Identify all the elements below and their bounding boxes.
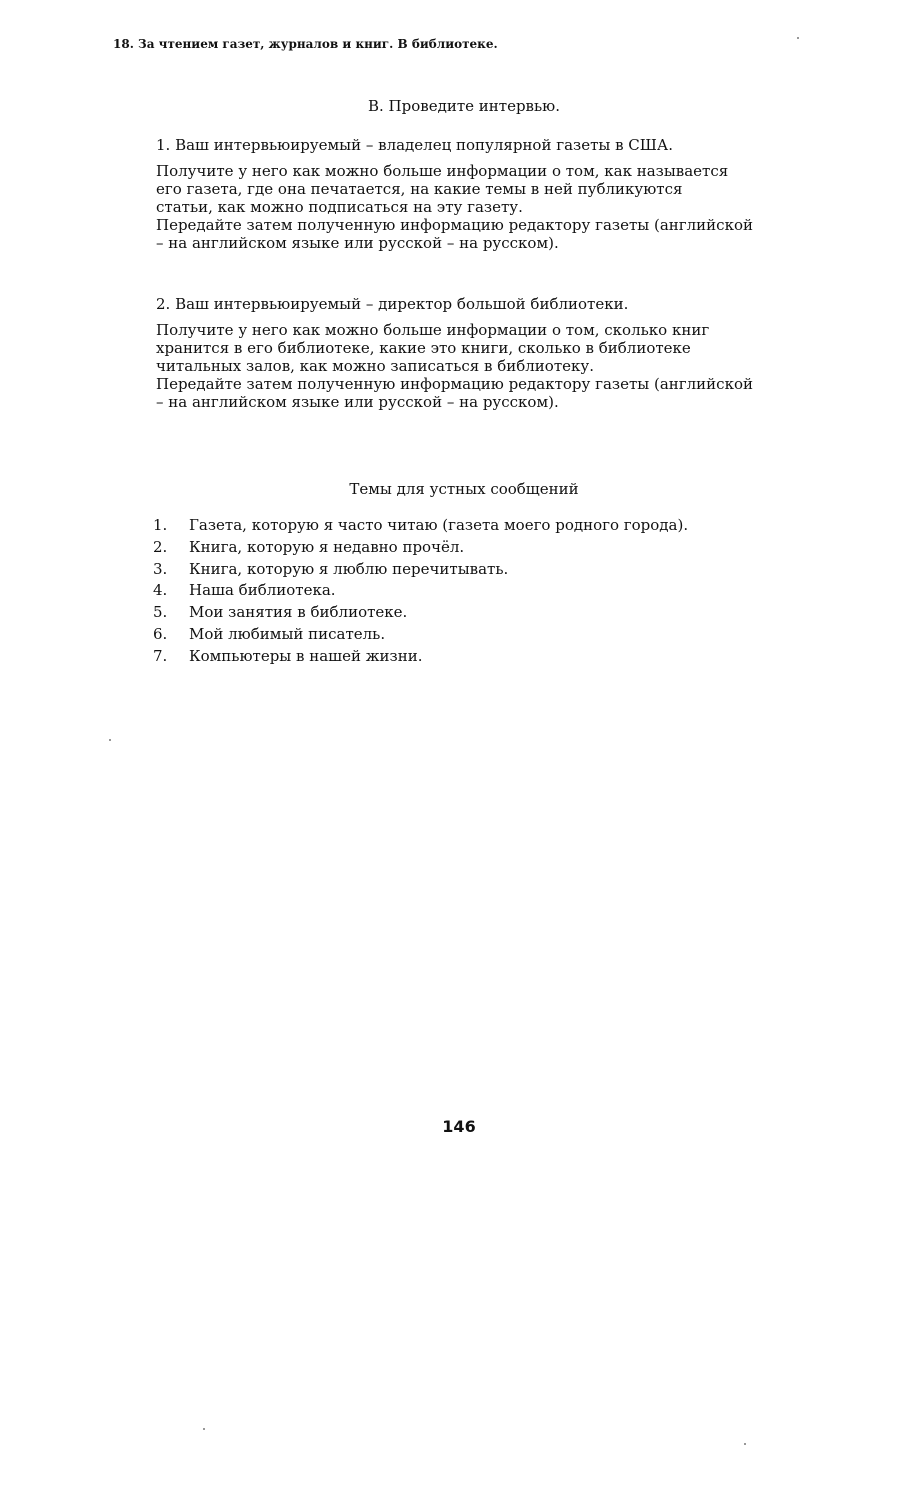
list-item-number: 5. [153, 603, 168, 622]
interview-task-1 [156, 135, 816, 252]
paragraph-line: Получите у него как можно больше информации о том, сколько книг [156, 321, 710, 339]
list-item [153, 580, 793, 602]
topics-title: Темы для устных сообщений [349, 480, 579, 498]
paragraph-line: хранится в его библиотеке, какие это книги, сколько в библиотеке [156, 339, 691, 357]
list-item-text: Мой любимый писатель. [189, 624, 386, 643]
list-item [153, 602, 793, 624]
scan-speck [797, 37, 799, 39]
page-number: 146 [442, 1117, 476, 1136]
list-item-number: 1. [153, 516, 168, 534]
task-1-paragraph-2 [156, 216, 816, 252]
paragraph-line: – на английском языке или русской – на русском). [156, 393, 559, 411]
list-item-text: Книга, которую я люблю перечитывать. [189, 559, 509, 578]
list-item-number: 6. [153, 624, 168, 643]
paragraph-line: Передайте затем полученную информацию редактору газеты (английской [156, 216, 753, 234]
list-item-text: Компьютеры в нашей жизни. [189, 646, 423, 665]
topics-list [153, 515, 793, 668]
scan-speck [109, 739, 111, 741]
list-item [153, 624, 793, 646]
list-item-number: 3. [153, 559, 168, 578]
list-item [153, 559, 793, 581]
scan-speck [203, 1428, 205, 1430]
list-item [153, 537, 793, 559]
list-item [153, 646, 793, 668]
section-b-title: В. Проведите интервью. [368, 97, 560, 115]
paragraph-line: – на английском языке или русской – на русском). [156, 234, 559, 252]
list-item-number: 7. [153, 646, 168, 665]
list-item-number: 2. [153, 537, 168, 556]
task-2-heading: 2. Ваш интервьюируемый – директор большой библиотеки. [156, 295, 629, 313]
scan-speck [744, 1443, 746, 1445]
running-header: 18. За чтением газет, журналов и книг. В библиотеке. [113, 37, 498, 51]
task-2-paragraph-2 [156, 375, 816, 411]
task-1-heading: 1. Ваш интервьюируемый – владелец популярной газеты в США. [156, 136, 674, 154]
paragraph-line: читальных залов, как можно записаться в библиотеку. [156, 357, 594, 375]
paragraph-line: Передайте затем полученную информацию редактору газеты (английской [156, 375, 753, 393]
list-item [153, 515, 793, 537]
interview-task-2 [156, 294, 816, 411]
list-item-text: Наша библиотека. [189, 581, 336, 600]
task-2-paragraph-1 [156, 321, 816, 375]
list-item-text: Книга, которую я недавно прочёл. [189, 537, 465, 556]
list-item-number: 4. [153, 581, 168, 600]
task-1-paragraph-1 [156, 162, 816, 216]
paragraph-line: Получите у него как можно больше информации о том, как называется [156, 162, 729, 180]
paragraph-line: статьи, как можно подписаться на эту газету. [156, 198, 523, 216]
list-item-text: Газета, которую я часто читаю (газета моего родного города). [189, 516, 689, 534]
paragraph-line: его газета, где она печатается, на какие темы в ней публикуются [156, 180, 683, 198]
list-item-text: Мои занятия в библиотеке. [189, 603, 408, 622]
